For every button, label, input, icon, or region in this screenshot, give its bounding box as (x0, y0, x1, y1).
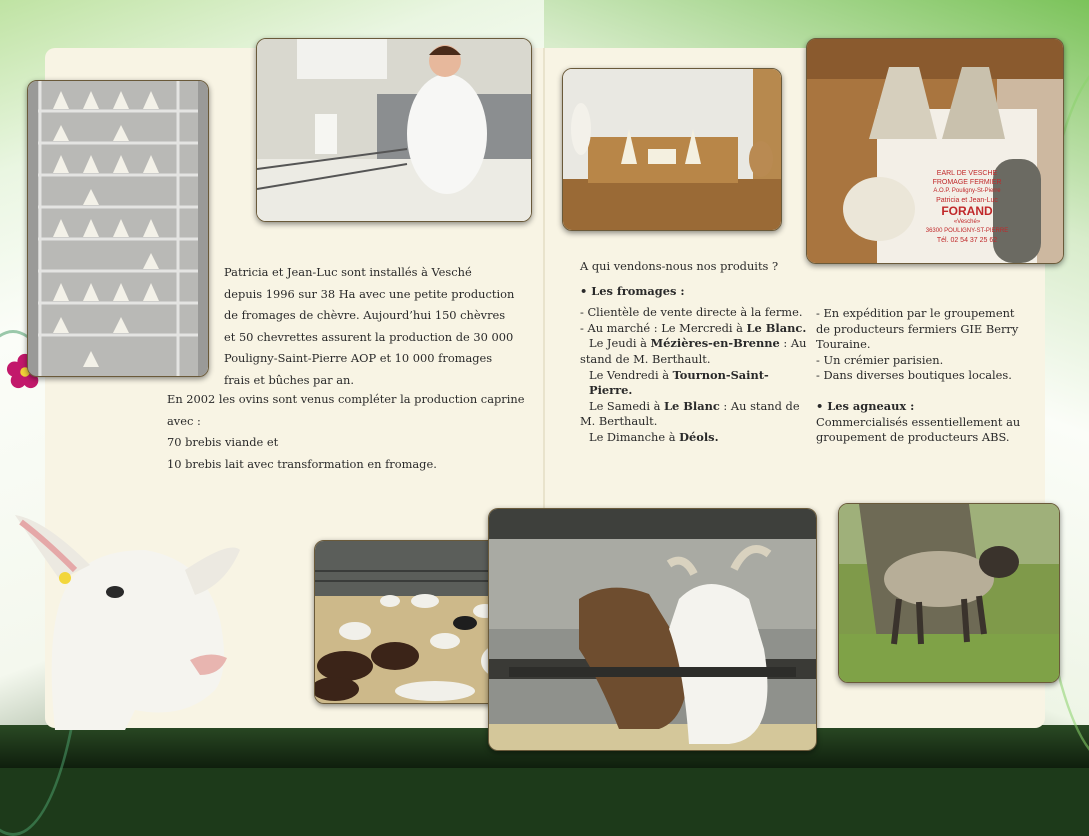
intro-line: de fromages de chèvre. Aujourd’hui 150 chèvres (224, 308, 506, 322)
label-line: FORAND (941, 204, 993, 218)
boutiques-line: - Dans diverses boutiques locales. (816, 368, 1012, 383)
ovins-paragraph (167, 389, 537, 475)
expedition-line: - En expédition par le groupement (816, 306, 1015, 320)
photo-goats-feeding (488, 508, 817, 751)
photo-cheese-product (806, 38, 1064, 264)
label-line: 36300 POULIGNY-ST-PIERRE (925, 228, 1009, 234)
photo-lamb (838, 503, 1060, 683)
ovins-line: avec : (167, 413, 201, 428)
sales-vendredi: Le Vendredi à Tournon-Saint-Pierre. (589, 367, 769, 398)
photo-goat-head (15, 510, 240, 730)
sales-samedi: Le Samedi à Le Blanc : Au stand de (589, 398, 800, 413)
market-place: Le Blanc (664, 398, 720, 413)
intro-line: et 50 chevrettes assurent la production de 30 000 (224, 329, 514, 344)
label-line: FROMAGE FERMIER (932, 179, 1002, 186)
sales-column (580, 259, 810, 446)
intro-line: frais et bûches par an. (224, 372, 354, 387)
ovins-line: 10 brebis lait avec transformation en fromage. (167, 456, 437, 471)
sales-dimanche: Le Dimanche à Déols. (589, 429, 719, 444)
photo-cheese-rack (27, 80, 209, 377)
expedition-line: Touraine. (816, 337, 871, 352)
sales-right-column (816, 306, 1036, 446)
intro-paragraph (224, 262, 534, 391)
fromages-heading: • Les fromages : (580, 283, 685, 298)
label-line: Patricia et Jean-Luc (936, 197, 998, 204)
sales-marche: - Au marché : Le Mercredi à Le Blanc. (580, 320, 807, 335)
market-place: Déols. (679, 429, 719, 444)
intro-line: Patricia et Jean-Luc sont installés à Vesché (224, 265, 472, 279)
agneaux-heading: • Les agneaux : (816, 398, 915, 413)
label-line: EARL DE VESCHE (936, 170, 998, 177)
market-place: Tournon-Saint-Pierre. (589, 367, 769, 398)
ovins-line: En 2002 les ovins sont venus compléter la production caprine (167, 392, 525, 406)
intro-line: depuis 1996 sur 38 Ha avec une petite production (224, 286, 515, 301)
sales-question: A qui vendons-nous nos produits ? (580, 259, 779, 273)
label-line: A.O.P. Pouligny-St-Pierre (933, 188, 1001, 194)
expedition-line: de producteurs fermiers GIE Berry (816, 321, 1019, 336)
intro-line: Pouligny-Saint-Pierre AOP et 10 000 fromages (224, 351, 493, 365)
farm-label (912, 169, 1022, 245)
agneaux-line: Commercialisés essentiellement au (816, 414, 1021, 429)
sales-samedi-stand: M. Berthault. (580, 414, 658, 429)
label-line: Tél. 02 54 37 25 62 (936, 237, 998, 244)
label-line: «Vesché» (953, 219, 981, 225)
sales-jeudi: Le Jeudi à Mézières-en-Brenne : Au (589, 336, 807, 351)
photo-cheese-display (562, 68, 782, 231)
sales-jeudi-stand: stand de M. Berthault. (580, 351, 711, 366)
photo-cheesemaker (256, 38, 532, 222)
market-place: Mézières-en-Brenne (650, 336, 780, 351)
sales-direct: - Clientèle de vente directe à la ferme. (580, 305, 803, 320)
market-place: Le Blanc. (746, 320, 807, 335)
ovins-line: 70 brebis viande et (167, 435, 279, 449)
agneaux-line: groupement de producteurs ABS. (816, 430, 1010, 445)
cremier-line: - Un crémier parisien. (816, 352, 944, 367)
